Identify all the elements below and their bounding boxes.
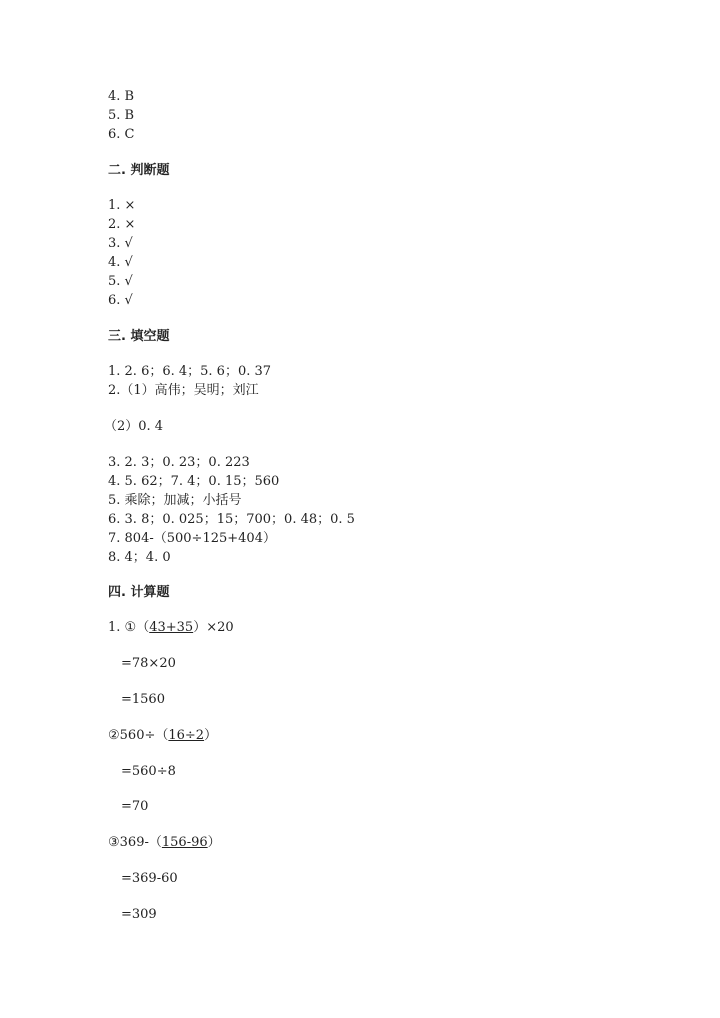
calc-problem-1 — [108, 619, 234, 637]
judgement-answer: 2. × — [108, 217, 136, 232]
calc-step: =78×20 — [121, 656, 176, 671]
fill-answer-6: 6. 3. 8；0. 025；15；700；0. 48；0. 5 — [108, 512, 355, 527]
section-title-judgement: 二. 判断题 — [108, 163, 170, 178]
calc-underlined: 16÷2 — [168, 728, 205, 743]
fill-answer-4: 4. 5. 62；7. 4；0. 15；560 — [108, 474, 280, 489]
judgement-answer: 3. √ — [108, 236, 133, 251]
calc-prefix: ③369-（ — [108, 835, 162, 850]
calc-suffix: ） — [207, 835, 221, 850]
fill-answer-2-part2: （2）0. 4 — [104, 419, 164, 434]
calc-underlined: 156-96 — [161, 835, 208, 850]
calc-prefix: 1. ①（ — [108, 620, 150, 635]
calc-problem-3 — [108, 834, 221, 852]
judgement-answer: 4. √ — [108, 255, 133, 270]
calc-step: =369-60 — [121, 871, 178, 886]
calc-step: =1560 — [121, 692, 165, 707]
fill-answer-8: 8. 4；4. 0 — [108, 550, 171, 565]
judgement-answer: 6. √ — [108, 293, 133, 308]
calc-prefix: ②560÷（ — [108, 728, 169, 743]
section-title-fill-blank: 三. 填空题 — [108, 329, 170, 344]
judgement-answer: 1. × — [108, 198, 136, 213]
fill-answer-7: 7. 804-（500÷125+404） — [108, 531, 276, 546]
choice-answer-5: 5. B — [108, 108, 135, 123]
fill-answer-5: 5. 乘除；加减；小括号 — [108, 493, 242, 508]
calc-step: =70 — [121, 799, 149, 814]
judgement-answer: 5. √ — [108, 274, 133, 289]
fill-answer-1: 1. 2. 6；6. 4；5. 6；0. 37 — [108, 364, 272, 379]
fill-answer-2-part1: 2.（1）高伟；吴明；刘江 — [108, 383, 259, 398]
choice-answer-6: 6. C — [108, 127, 135, 142]
calc-step: =309 — [121, 907, 157, 922]
calc-problem-2 — [108, 727, 217, 745]
section-title-calculation: 四. 计算题 — [108, 585, 170, 600]
calc-suffix: ） — [204, 728, 218, 743]
choice-answer-4: 4. B — [108, 89, 135, 104]
calc-underlined: 43+35 — [149, 620, 194, 635]
calc-step: =560÷8 — [121, 764, 176, 779]
fill-answer-3: 3. 2. 3；0. 23；0. 223 — [108, 455, 250, 470]
calc-suffix: ）×20 — [193, 620, 234, 635]
